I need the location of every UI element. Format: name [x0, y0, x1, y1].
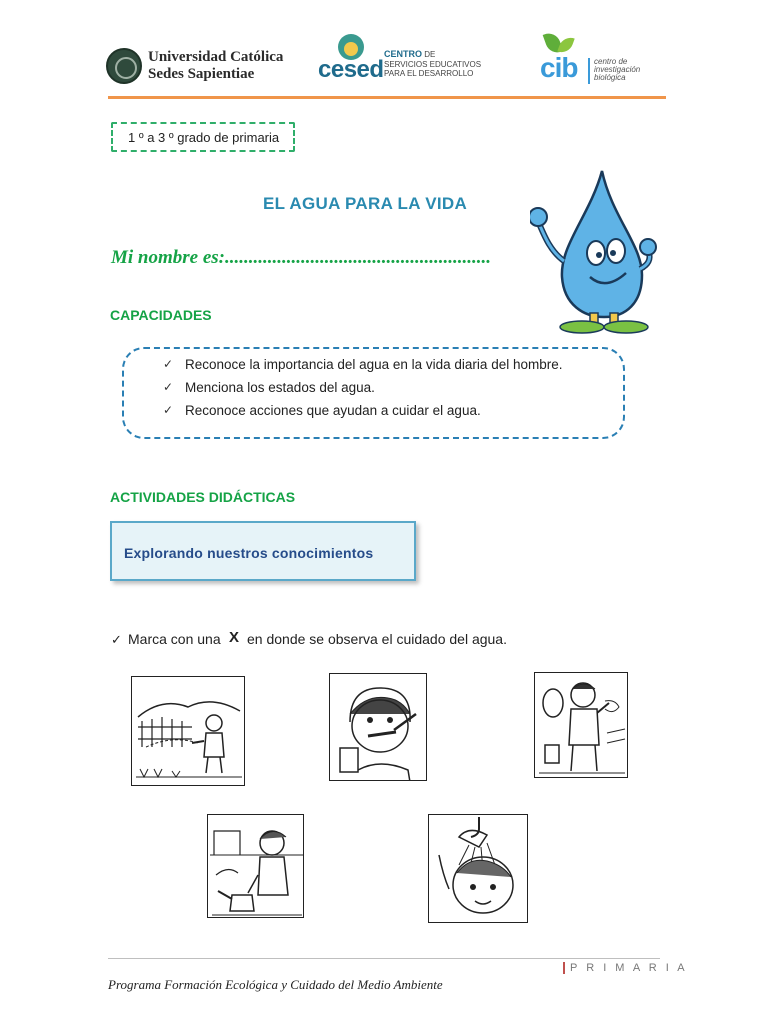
instruction-mark: X: [229, 629, 240, 646]
ucss-name-line1: Universidad Católica: [148, 49, 284, 65]
brushing-teeth-cup-illustration[interactable]: [329, 673, 427, 781]
footer-program-name: Programa Formación Ecológica y Cuidado del Medio Ambiente: [108, 977, 443, 992]
child-showering-icon: [429, 815, 528, 923]
cib-wordmark: cib: [540, 52, 578, 83]
cesed-line2: SERVICIOS EDUCATIVOS: [384, 60, 482, 69]
ucss-name-line2: Sedes Sapientiae: [148, 66, 255, 82]
cesed-wordmark: cesed: [318, 56, 384, 83]
footer-section-label: P R I M A R I A: [570, 962, 688, 974]
boy-brushing-teeth-with-cup-icon: [330, 674, 427, 781]
check-icon: ✓: [163, 403, 174, 417]
watering-garden-with-hose-icon: [132, 677, 245, 786]
boy-brushing-teeth-tap-running-icon: [535, 673, 628, 778]
cib-line1: centro de: [594, 57, 628, 66]
footer-accent-bar: [563, 962, 565, 974]
cesed-line3: PARA EL DESARROLLO: [384, 69, 474, 78]
grade-label: 1 º a 3 º grado de primaria: [128, 130, 280, 145]
page-title: EL AGUA PARA LA VIDA: [263, 194, 468, 213]
check-icon: ✓: [163, 380, 174, 394]
cib-line2: investigación: [594, 65, 641, 74]
university-seal-icon: [106, 48, 142, 84]
watering-plants-can-illustration[interactable]: [207, 814, 304, 918]
check-icon: ✓: [111, 632, 122, 647]
capacidades-heading: CAPACIDADES: [110, 307, 212, 323]
cib-divider: [588, 58, 590, 84]
water-drop-mascot-icon: [530, 165, 660, 335]
capacidad-item: Reconoce la importancia del agua en la vida diaria del hombre.: [185, 357, 563, 372]
check-icon: ✓: [163, 357, 174, 371]
watering-garden-illustration[interactable]: [131, 676, 245, 786]
instruction-after: en donde se observa el cuidado del agua.: [247, 631, 507, 647]
brushing-teeth-tap-illustration[interactable]: [534, 672, 628, 778]
actividades-heading: ACTIVIDADES DIDÁCTICAS: [110, 489, 296, 505]
cesed-logo: [318, 34, 488, 84]
instruction-before: Marca con una: [128, 631, 221, 647]
shower-illustration[interactable]: [428, 814, 528, 923]
child-watering-plants-with-can-icon: [208, 815, 304, 918]
capacidad-item: Menciona los estados del agua.: [185, 380, 375, 395]
cib-line3: biológica: [594, 73, 626, 82]
explore-title: Explorando nuestros conocimientos: [124, 545, 374, 561]
cib-logo: [540, 30, 670, 86]
header-divider: [108, 96, 666, 99]
footer-divider: [108, 958, 660, 959]
capacidad-item: Reconoce acciones que ayudan a cuidar el agua.: [185, 403, 481, 418]
ucss-logo: [106, 46, 284, 88]
cesed-line1: CENTRO DE: [384, 49, 436, 59]
name-field-prompt: Mi nombre es:........................................................: [111, 247, 491, 268]
